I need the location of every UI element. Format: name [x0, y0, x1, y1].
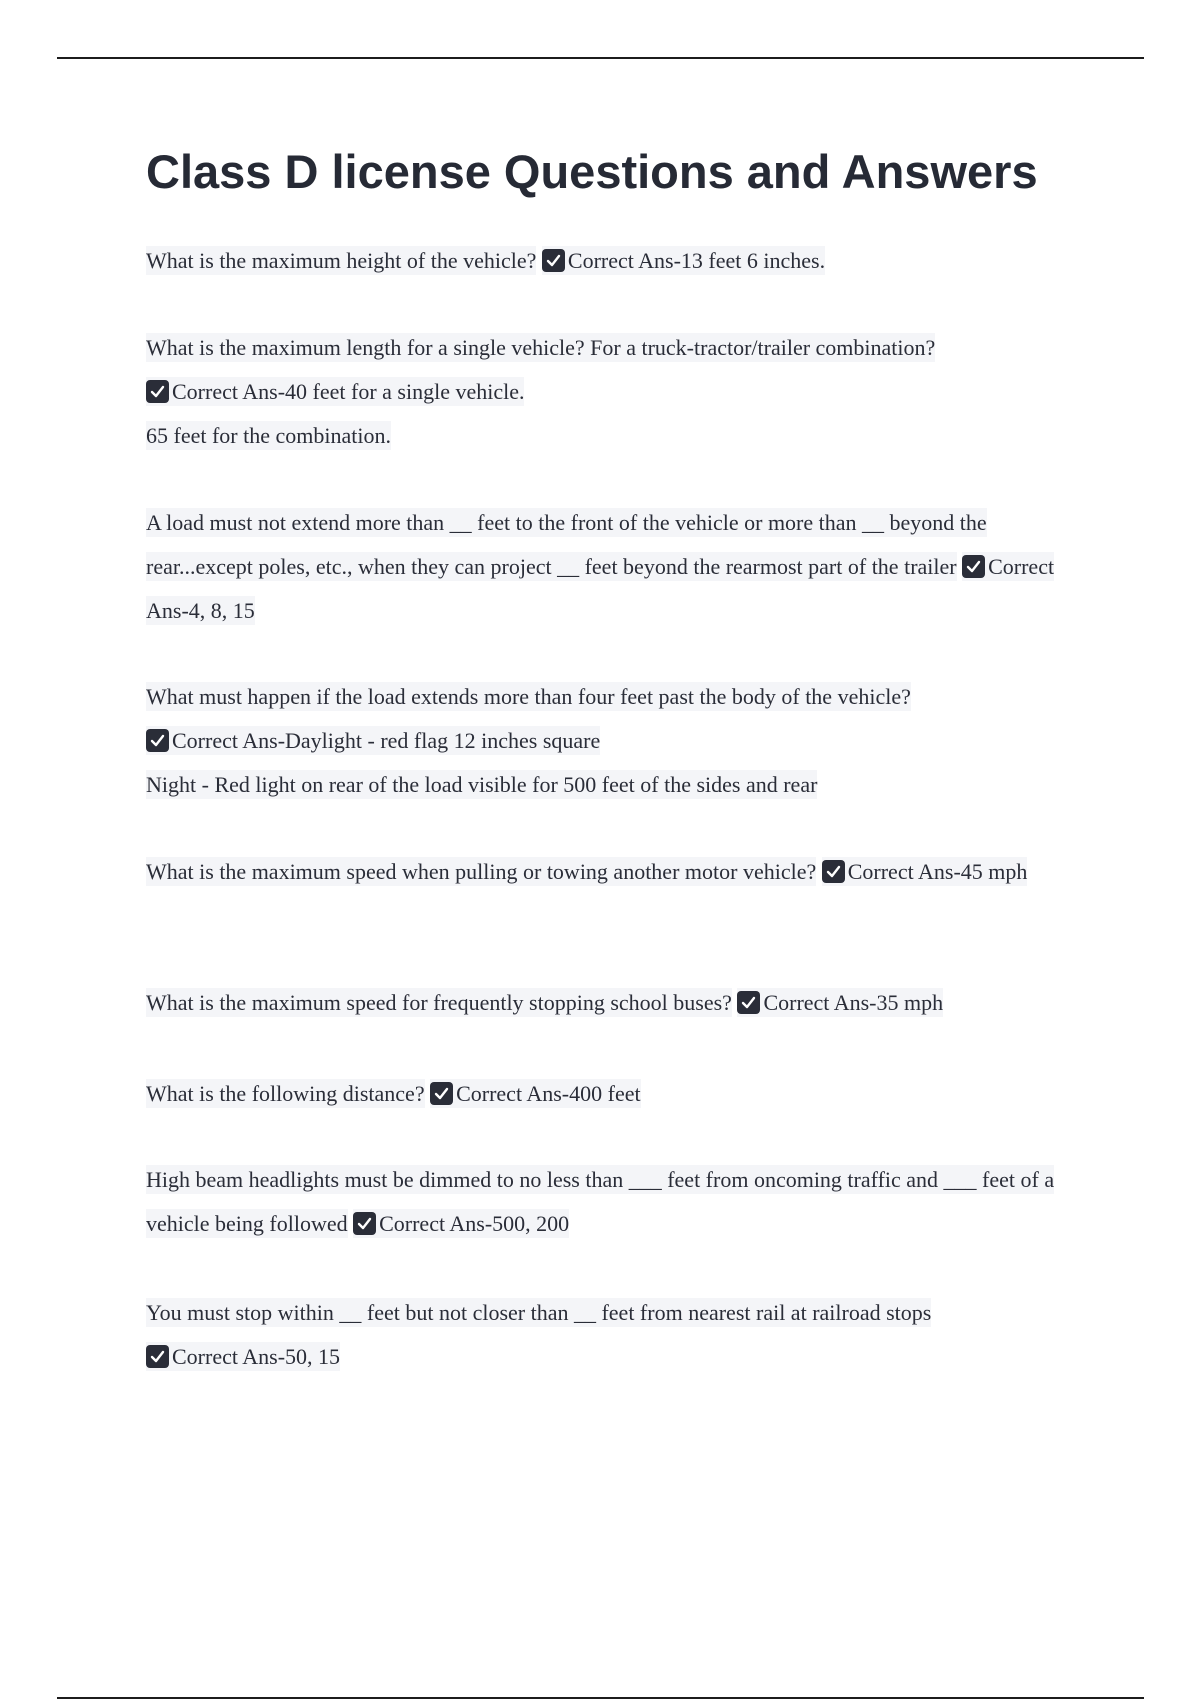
question-text: What is the following distance? — [146, 1081, 425, 1106]
answer-text: Correct Ans-Daylight - red flag 12 inches square — [172, 728, 601, 753]
answer-extra-text: Night - Red light on rear of the load visible for 500 feet of the sides and rear — [146, 772, 818, 797]
check-box-icon — [146, 380, 169, 403]
page-title: Class D license Questions and Answers — [146, 145, 1038, 198]
question-text: What is the maximum speed when pulling or towing another motor vehicle? — [146, 859, 817, 884]
check-box-icon — [542, 249, 565, 272]
question-text: You must stop within __ feet but not closer than __ feet from nearest rail at railroad stops — [146, 1300, 932, 1325]
answer-text: Correct Ans-45 mph — [847, 859, 1028, 884]
bottom-rule — [57, 1697, 1144, 1699]
check-box-icon — [962, 555, 985, 578]
top-rule — [57, 57, 1144, 59]
qa-item — [146, 501, 1086, 633]
qa-item — [146, 1072, 1086, 1116]
question-text: What is the maximum speed for frequently stopping school buses? — [146, 990, 732, 1015]
answer-text: Correct Ans-40 feet for a single vehicle. — [172, 379, 525, 404]
answer-text: Correct Ans-400 feet — [456, 1081, 641, 1106]
question-text: What is the maximum height of the vehicle? — [146, 248, 537, 273]
qa-item — [146, 850, 1086, 894]
check-box-icon — [822, 860, 845, 883]
check-box-icon — [737, 991, 760, 1014]
answer-text: Correct Ans-35 mph — [763, 990, 944, 1015]
qa-item — [146, 1158, 1086, 1246]
check-box-icon — [146, 1345, 169, 1368]
check-box-icon — [146, 729, 169, 752]
qa-item — [146, 326, 1086, 458]
answer-text: Correct Ans-50, 15 — [172, 1344, 341, 1369]
answer-text: Correct Ans-13 feet 6 inches. — [567, 248, 826, 273]
question-text: High beam headlights must be dimmed to no less than ___ feet from oncoming traffic and ___ feet of a vehicle being followed — [146, 1167, 1055, 1236]
question-text: What must happen if the load extends more than four feet past the body of the vehicle? — [146, 684, 911, 709]
answer-extra-text: 65 feet for the combination. — [146, 423, 391, 448]
question-text: A load must not extend more than __ feet to the front of the vehicle or more than __ beyond the rear...except poles, etc., when they can project __ feet beyond the rearmost part of the trailer — [146, 510, 987, 579]
question-text: What is the maximum length for a single vehicle? For a truck-tractor/trailer combination? — [146, 335, 936, 360]
qa-item — [146, 239, 1086, 283]
check-box-icon — [430, 1082, 453, 1105]
check-box-icon — [353, 1212, 376, 1235]
qa-item — [146, 1291, 1086, 1379]
answer-text: Correct Ans-4, 8, 15 — [146, 554, 1055, 623]
qa-item — [146, 675, 1086, 807]
qa-item — [146, 981, 1086, 1025]
answer-text: Correct Ans-500, 200 — [379, 1211, 570, 1236]
